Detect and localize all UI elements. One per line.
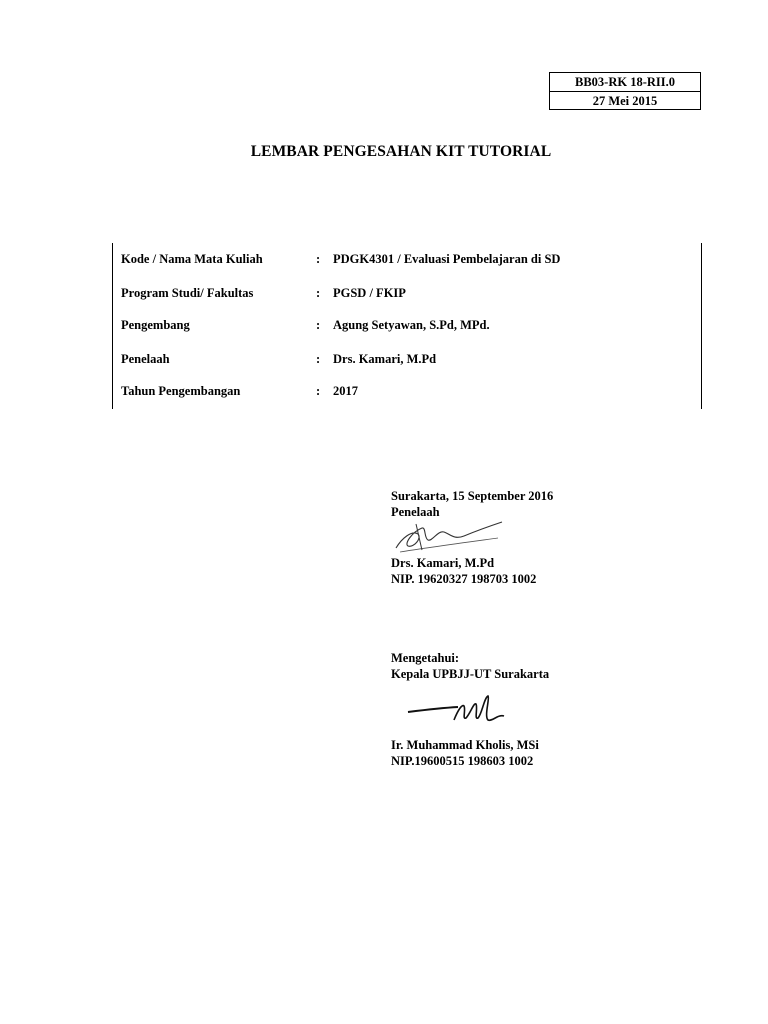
head-name: Ir. Muhammad Kholis, MSi bbox=[391, 738, 539, 752]
reviewer-signature-block bbox=[391, 488, 553, 520]
info-table bbox=[112, 243, 702, 409]
info-value: Agung Setyawan, S.Pd, MPd. bbox=[333, 318, 490, 332]
document-date: 27 Mei 2015 bbox=[550, 91, 700, 110]
info-colon: : bbox=[316, 352, 321, 366]
page-title: LEMBAR PENGESAHAN KIT TUTORIAL bbox=[250, 143, 552, 160]
info-colon: : bbox=[316, 384, 321, 398]
head-nip: NIP.19600515 198603 1002 bbox=[391, 754, 534, 768]
reviewer-nip: NIP. 19620327 198703 1002 bbox=[391, 572, 537, 586]
info-colon: : bbox=[316, 286, 321, 300]
document-code: BB03-RK 18-RII.0 bbox=[574, 75, 675, 89]
reviewer-signature-image bbox=[394, 518, 506, 556]
info-label: Penelaah bbox=[121, 352, 170, 366]
info-colon: : bbox=[316, 252, 321, 266]
info-label: Kode / Nama Mata Kuliah bbox=[121, 252, 263, 266]
info-colon: : bbox=[316, 318, 321, 332]
info-label: Program Studi/ Fakultas bbox=[121, 286, 254, 300]
info-value: PGSD / FKIP bbox=[333, 286, 406, 300]
head-signature-image bbox=[404, 692, 508, 728]
head-signature-block bbox=[391, 650, 549, 682]
info-value: Drs. Kamari, M.Pd bbox=[333, 352, 437, 366]
head-role: Kepala UPBJJ-UT Surakarta bbox=[391, 667, 550, 681]
acknowledge-label: Mengetahui: bbox=[391, 651, 460, 665]
info-label: Tahun Pengembangan bbox=[121, 384, 241, 398]
reviewer-name: Drs. Kamari, M.Pd bbox=[391, 556, 495, 570]
place-date: Surakarta, 15 September 2016 bbox=[391, 489, 554, 503]
info-label: Pengembang bbox=[121, 318, 190, 332]
document-code-box bbox=[549, 72, 701, 110]
info-value: PDGK4301 / Evaluasi Pembelajaran di SD bbox=[333, 252, 561, 266]
info-value: 2017 bbox=[333, 384, 358, 398]
head-identity bbox=[391, 737, 539, 769]
reviewer-identity bbox=[391, 555, 536, 587]
reviewer-role: Penelaah bbox=[391, 505, 440, 519]
